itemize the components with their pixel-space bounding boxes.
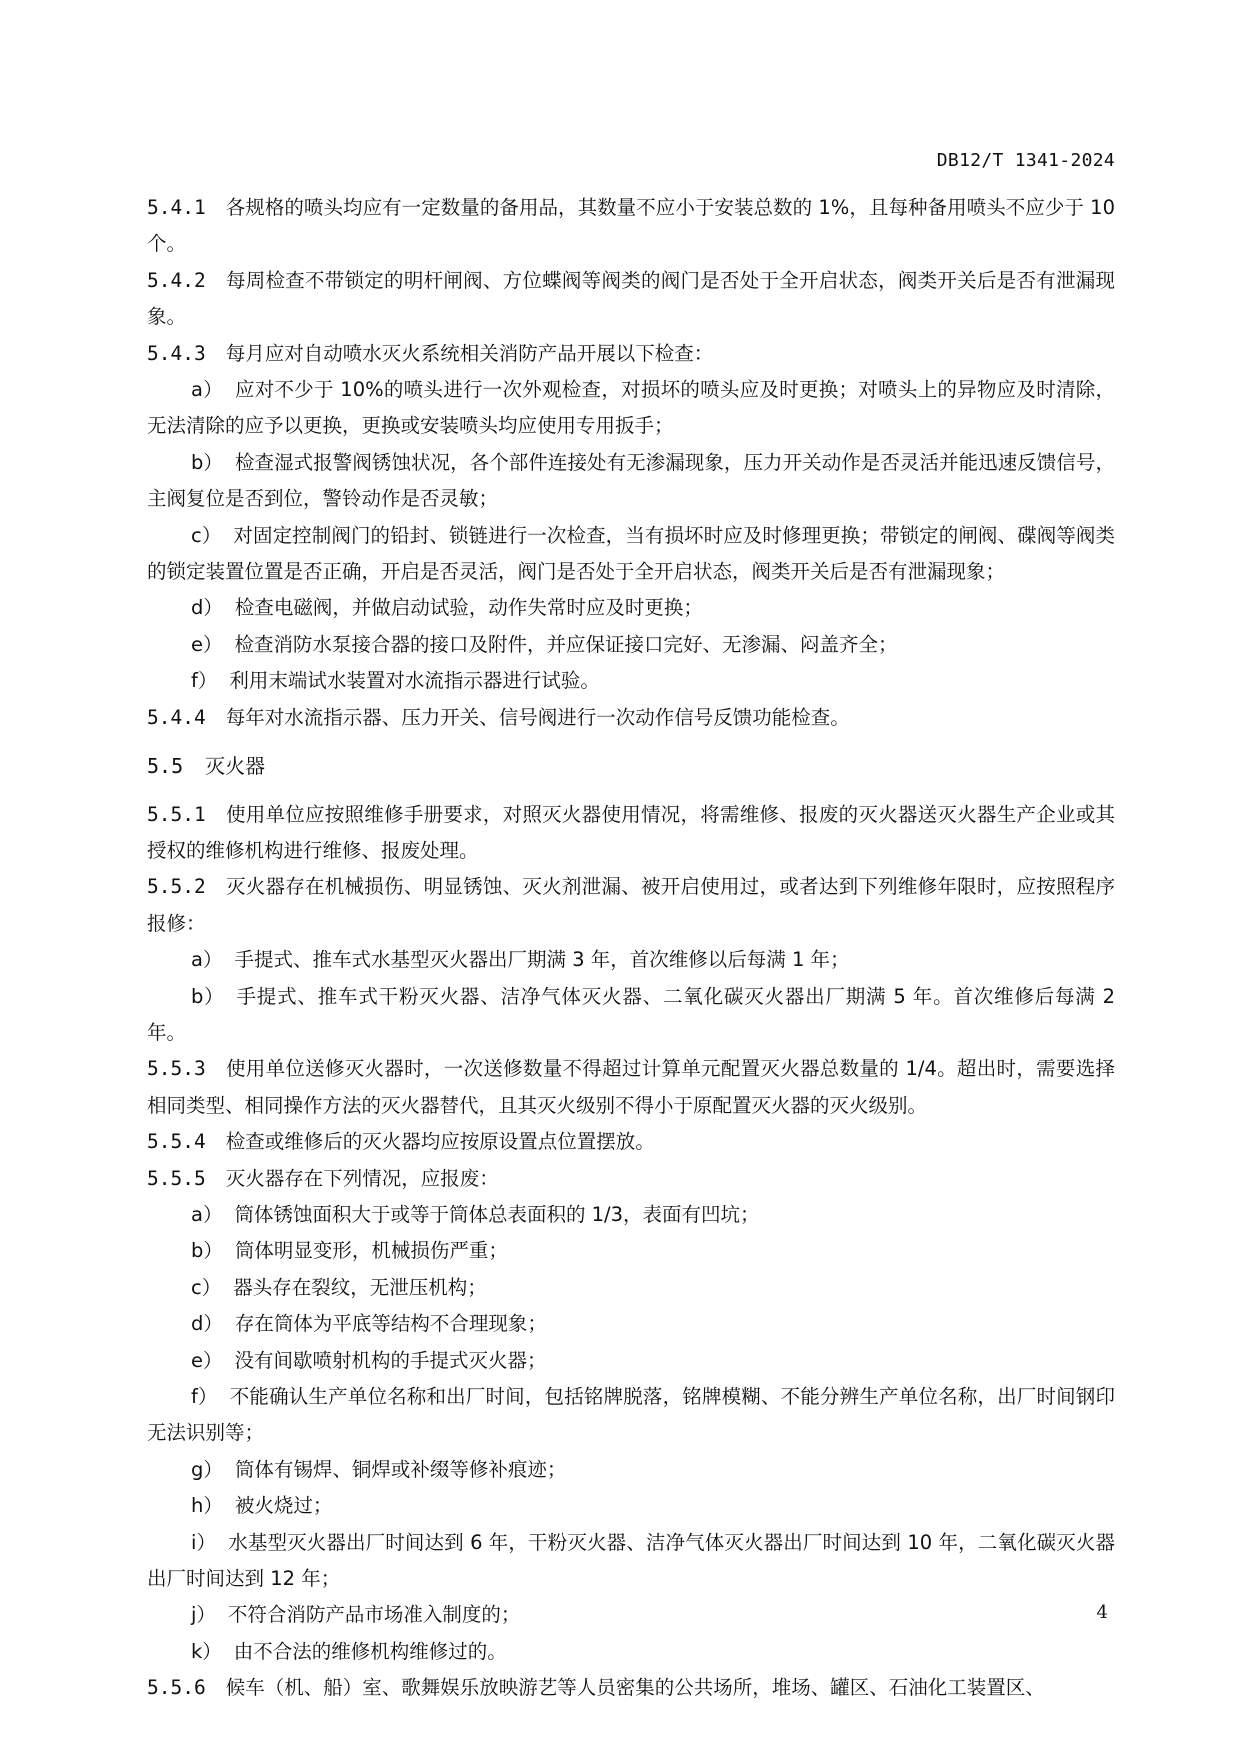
clause-text: 每周检查不带锁定的明杆闸阀、方位蝶阀等阀类的阀门是否处于全开启状态，阀类开关后是否有泄漏现象。 <box>147 268 1115 329</box>
section-heading <box>147 748 1115 784</box>
item-marker: b） <box>191 984 225 1008</box>
clause-number: 5.5.5 <box>147 1166 206 1190</box>
item-marker: h） <box>191 1494 223 1518</box>
clause-paragraph <box>147 1161 1115 1197</box>
clause-number: 5.4.2 <box>147 268 206 292</box>
clause-text: 筒体明显变形，机械损伤严重； <box>234 1239 508 1263</box>
list-item <box>147 1270 1115 1306</box>
list-item <box>147 627 1115 663</box>
item-marker: j） <box>191 1603 216 1627</box>
list-item <box>147 942 1115 978</box>
clause-number: 5.5.6 <box>147 1676 206 1700</box>
clause-text: 不能确认生产单位名称和出厂时间，包括铭牌脱落，铭牌模糊、不能分辨生产单位名称，出厂时间钢印无法识别等； <box>147 1385 1115 1445</box>
clause-text: 器头存在裂纹，无泄压机构； <box>233 1275 487 1299</box>
document-body <box>147 190 1115 1707</box>
clause-text: 使用单位送修灭火器时，一次送修数量不得超过计算单元配置灭火器总数量的 1/4。超出时，需要选择相同类型、相同操作方法的灭火器替代，且其灭火级别不得小于原配置灭火器的灭火级别。 <box>147 1057 1115 1117</box>
item-marker: i） <box>191 1530 217 1554</box>
clause-text: 应对不少于 10%的喷头进行一次外观检查，对损坏的喷头应及时更换；对喷头上的异物应及时清除，无法清除的应予以更换，更换或安装喷头均应使用专用扳手； <box>147 378 1115 438</box>
item-marker: e） <box>191 632 223 656</box>
clause-text: 灭火器存在机械损伤、明显锈蚀、灭火剂泄漏、被开启使用过，或者达到下列维修年限时，应按照程序报修： <box>147 875 1115 935</box>
clause-text: 手提式、推车式水基型灭火器出厂期满 3 年，首次维修以后每满 1 年； <box>234 948 850 972</box>
clause-paragraph <box>147 336 1115 372</box>
list-item <box>147 979 1115 1052</box>
page-number: 4 <box>1096 1602 1108 1623</box>
item-marker: k） <box>191 1639 222 1663</box>
list-item <box>147 1343 1115 1379</box>
clause-paragraph <box>147 263 1115 336</box>
item-marker: b） <box>191 1239 223 1263</box>
clause-text: 筒体有锡焊、铜焊或补缀等修补痕迹； <box>234 1457 567 1481</box>
clause-text: 被火烧过； <box>234 1494 333 1518</box>
list-item <box>147 1306 1115 1342</box>
item-marker: g） <box>191 1457 223 1481</box>
clause-text: 每月应对自动喷水灭火系统相关消防产品开展以下检查： <box>225 341 714 365</box>
clause-text: 存在筒体为平底等结构不合理现象； <box>234 1312 547 1336</box>
item-marker: d） <box>191 596 223 620</box>
clause-text: 每年对水流指示器、压力开关、信号阀进行一次动作信号反馈功能检查。 <box>225 705 850 729</box>
clause-text: 不符合消防产品市场准入制度的； <box>227 1603 521 1627</box>
clause-number: 5.5.4 <box>147 1130 206 1154</box>
item-marker: a） <box>191 378 223 402</box>
clause-text: 水基型灭火器出厂时间达到 6 年，干粉灭火器、洁净气体灭火器出厂时间达到 10 年，二氧化碳灭火器出厂时间达到 12 年； <box>147 1530 1116 1591</box>
list-item <box>147 518 1115 591</box>
list-item <box>147 663 1115 699</box>
clause-text: 各规格的喷头均应有一定数量的备用品，其数量不应小于安装总数的 1%，且每种备用喷头不应少于 10 个。 <box>147 196 1115 256</box>
clause-number: 5.5.2 <box>147 875 206 899</box>
list-item <box>147 1452 1115 1488</box>
clause-number: 5.4.1 <box>147 196 206 219</box>
clause-paragraph <box>147 1124 1115 1160</box>
clause-text: 筒体锈蚀面积大于或等于筒体总表面积的 1/3，表面有凹坑； <box>234 1202 760 1226</box>
item-marker: f） <box>191 1385 218 1408</box>
clause-number: 5.4.4 <box>147 705 206 729</box>
clause-text: 检查消防水泵接合器的接口及附件，并应保证接口完好、无渗漏、闷盖齐全； <box>234 632 898 656</box>
list-item <box>147 1233 1115 1269</box>
item-marker: d） <box>191 1312 223 1336</box>
clause-text: 检查湿式报警阀锈蚀状况，各个部件连接处有无渗漏现象，压力开关动作是否灵活并能迅速反馈信号，主阀复位是否到位，警铃动作是否灵敏； <box>147 450 1115 511</box>
clause-paragraph <box>147 700 1115 736</box>
item-marker: e） <box>191 1348 223 1372</box>
clause-number: 5.4.3 <box>147 341 206 365</box>
list-item <box>147 1197 1115 1233</box>
list-item <box>147 1488 1115 1524</box>
clause-text: 灭火器 <box>205 754 266 779</box>
item-marker: a） <box>191 1202 223 1226</box>
standard-code: DB12/T 1341-2024 <box>936 150 1115 171</box>
clause-paragraph <box>147 1670 1115 1706</box>
item-marker: b） <box>191 450 223 474</box>
clause-number: 5.5.1 <box>147 802 206 826</box>
clause-number: 5.5 <box>147 754 184 779</box>
item-marker: a） <box>191 948 223 972</box>
item-marker: c） <box>191 523 222 547</box>
clause-text: 利用末端试水装置对水流指示器进行试验。 <box>229 669 600 693</box>
item-marker: c） <box>191 1275 222 1299</box>
clause-paragraph <box>147 869 1115 942</box>
clause-text: 没有间歇喷射机构的手提式灭火器； <box>234 1348 547 1372</box>
clause-paragraph <box>147 797 1115 870</box>
clause-paragraph <box>147 190 1115 263</box>
item-marker: f） <box>191 669 218 693</box>
clause-text: 候车（机、船）室、歌舞娱乐放映游艺等人员密集的公共场所，堆场、罐区、石油化工装置区、 <box>225 1676 1045 1700</box>
list-item <box>147 372 1115 445</box>
clause-text: 由不合法的维修机构维修过的。 <box>233 1639 507 1663</box>
clause-text: 使用单位应按照维修手册要求，对照灭火器使用情况，将需维修、报废的灭火器送灭火器生产企业或其授权的维修机构进行维修、报废处理。 <box>147 802 1115 862</box>
list-item <box>147 590 1115 626</box>
clause-text: 手提式、推车式干粉灭火器、洁净气体灭火器、二氧化碳灭火器出厂期满 5 年。首次维修后每满 2 年。 <box>147 984 1115 1044</box>
list-item <box>147 1597 1115 1633</box>
list-item <box>147 1525 1115 1598</box>
clause-text: 检查电磁阀，并做启动试验，动作失常时应及时更换； <box>234 596 703 620</box>
clause-number: 5.5.3 <box>147 1057 206 1081</box>
list-item <box>147 445 1115 518</box>
clause-paragraph <box>147 1051 1115 1124</box>
list-item <box>147 1379 1115 1452</box>
list-item <box>147 1634 1115 1670</box>
clause-text: 灭火器存在下列情况，应报废： <box>225 1166 499 1190</box>
clause-text: 对固定控制阀门的铅封、锁链进行一次检查，当有损坏时应及时修理更换；带锁定的闸阀、碟阀等阀类的锁定装置位置是否正确，开启是否灵活，阀门是否处于全开启状态，阀类开关后是否有泄漏现象； <box>147 523 1115 584</box>
clause-text: 检查或维修后的灭火器均应按原设置点位置摆放。 <box>225 1130 655 1154</box>
